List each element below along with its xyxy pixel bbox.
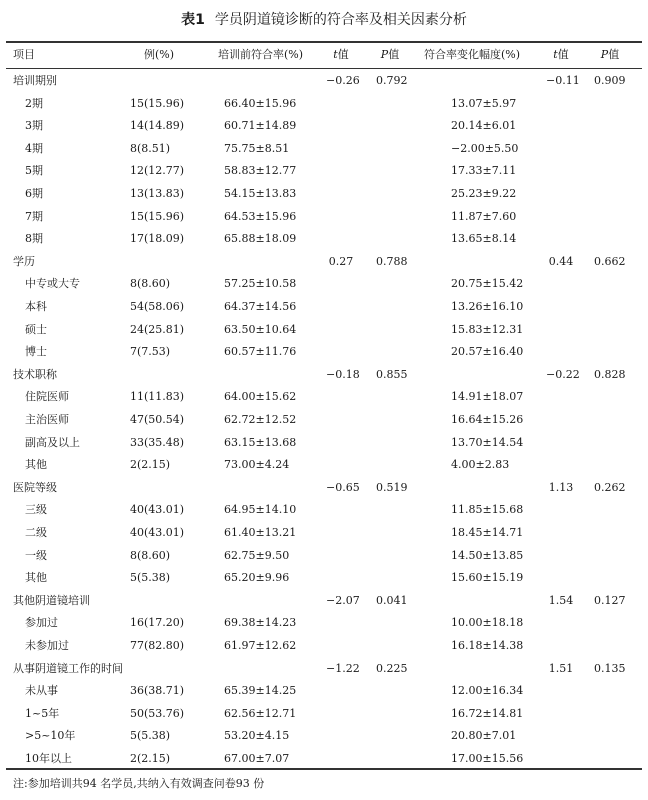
p-value-1: 0.041 (376, 593, 408, 607)
pre-rate-cell: 60.57±11.76 (224, 345, 297, 359)
pre-rate-cell: 62.75±9.50 (224, 548, 290, 562)
header-t-value-1 (326, 42, 356, 68)
header-p1-suffix: 值 (388, 48, 400, 61)
row-label: 7期 (25, 209, 43, 223)
count-cell: 5(5.38) (130, 729, 171, 743)
t-value-2: 0.44 (548, 254, 574, 268)
count-cell: 8(8.60) (130, 548, 171, 562)
header-t1-symbol: t (333, 48, 338, 61)
t-value-1: −2.07 (326, 593, 360, 607)
p-value-2: 0.127 (594, 593, 626, 607)
change-cell: 14.91±18.07 (451, 390, 524, 404)
row-label: 5期 (25, 164, 43, 178)
table-row (0, 703, 648, 725)
row-label: 三级 (25, 503, 47, 517)
row-label: 副高及以上 (25, 435, 80, 449)
group-label: 医院等级 (13, 480, 57, 494)
row-label: 博士 (25, 345, 47, 359)
pre-rate-cell: 63.15±13.68 (224, 435, 297, 449)
change-cell: 12.00±16.34 (451, 684, 524, 698)
change-cell: 4.00±2.83 (451, 458, 510, 472)
pre-rate-cell: 61.97±12.62 (224, 639, 297, 652)
pre-rate-cell: 57.25±10.58 (224, 277, 297, 291)
count-cell: 12(12.77) (130, 164, 185, 178)
count-cell: 8(8.60) (130, 277, 171, 291)
row-label: 未从事 (25, 684, 58, 698)
row-label: >5~10年 (25, 729, 76, 743)
change-cell: 11.85±15.68 (451, 503, 524, 517)
row-label: 4期 (25, 141, 43, 155)
pre-rate-cell: 61.40±13.21 (224, 526, 297, 539)
pre-rate-cell: 64.00±15.62 (224, 390, 297, 404)
count-cell: 11(11.83) (130, 390, 185, 404)
row-label: 硕士 (25, 322, 47, 336)
table-row (0, 138, 648, 160)
header-pre-rate: 培训前符合率(%) (218, 48, 304, 61)
row-label: 主治医师 (25, 413, 69, 426)
p-value-1: 0.519 (376, 480, 408, 494)
row-label: 3期 (25, 119, 43, 133)
p-value-2: 0.909 (594, 74, 626, 87)
count-cell: 40(43.01) (130, 503, 185, 517)
row-label: 1~5年 (25, 706, 60, 720)
table-row (0, 635, 648, 657)
group-row (0, 477, 648, 499)
change-cell: 17.00±15.56 (451, 752, 524, 765)
table-row (0, 545, 648, 567)
count-cell: 24(25.81) (130, 322, 185, 336)
table-row (0, 499, 648, 521)
table-row (0, 454, 648, 476)
count-cell: 2(2.15) (130, 752, 171, 765)
count-cell: 47(50.54) (130, 413, 185, 426)
count-cell: 54(58.06) (130, 300, 185, 313)
count-cell: 50(53.76) (130, 706, 185, 720)
change-cell: 13.07±5.97 (451, 96, 517, 110)
change-cell: 20.75±15.42 (451, 277, 524, 291)
t-value-2: −0.22 (546, 367, 580, 381)
pre-rate-cell: 66.40±15.96 (224, 96, 297, 110)
change-cell: 14.50±13.85 (451, 548, 524, 562)
count-cell: 33(35.48) (130, 435, 185, 449)
group-label: 从事阴道镜工作的时间 (13, 661, 123, 675)
pre-rate-cell: 60.71±14.89 (224, 119, 297, 133)
bottom-rule (6, 768, 642, 770)
table-row (0, 160, 648, 182)
t-value-1: 0.27 (328, 254, 354, 268)
p-value-1: 0.225 (376, 661, 408, 675)
row-label: 10年以上 (25, 752, 72, 765)
change-cell: 16.72±14.81 (451, 706, 524, 720)
table-row (0, 115, 648, 137)
count-cell: 5(5.38) (130, 571, 171, 585)
change-cell: 13.65±8.14 (451, 232, 517, 246)
t-value-2: −0.11 (546, 74, 580, 87)
header-p-value-2 (596, 42, 624, 68)
pre-rate-cell: 54.15±13.83 (224, 187, 297, 200)
table-row (0, 522, 648, 544)
table-row (0, 386, 648, 408)
p-value-1: 0.792 (376, 74, 408, 87)
table-row (0, 432, 648, 454)
header-count: 例(%) (144, 48, 175, 61)
t-value-2: 1.54 (548, 593, 574, 607)
pre-rate-cell: 53.20±4.15 (224, 729, 290, 743)
table-row (0, 296, 648, 318)
change-cell: 16.18±14.38 (451, 639, 524, 652)
pre-rate-cell: 69.38±14.23 (224, 616, 297, 630)
header-change: 符合率变化幅度(%) (424, 48, 521, 61)
header-rule (6, 68, 642, 69)
count-cell: 16(17.20) (130, 616, 185, 630)
pre-rate-cell: 65.39±14.25 (224, 684, 297, 698)
change-cell: 10.00±18.18 (451, 616, 524, 630)
header-item: 项目 (13, 48, 35, 61)
table-row (0, 341, 648, 363)
count-cell: 2(2.15) (130, 458, 171, 472)
group-row (0, 251, 648, 273)
t-value-1: −0.26 (326, 74, 360, 87)
t-value-1: −1.22 (326, 661, 360, 675)
count-cell: 40(43.01) (130, 526, 185, 539)
count-cell: 13(13.83) (130, 187, 185, 200)
table-row (0, 228, 648, 250)
table-row (0, 612, 648, 634)
pre-rate-cell: 64.95±14.10 (224, 503, 297, 517)
table-row (0, 748, 648, 770)
header-p2-suffix: 值 (608, 48, 620, 61)
count-cell: 77(82.80) (130, 639, 185, 652)
change-cell: 11.87±7.60 (451, 209, 517, 223)
table-header (0, 42, 648, 68)
change-cell: 25.23±9.22 (451, 187, 517, 200)
group-label: 培训期别 (13, 74, 57, 87)
pre-rate-cell: 73.00±4.24 (224, 458, 290, 472)
row-label: 6期 (25, 187, 43, 200)
table-title (0, 10, 648, 30)
p-value-2: 0.828 (594, 367, 626, 381)
p-value-2: 0.135 (594, 661, 626, 675)
group-row (0, 70, 648, 92)
row-label: 本科 (25, 300, 47, 313)
change-cell: 20.14±6.01 (451, 119, 517, 133)
pre-rate-cell: 63.50±10.64 (224, 322, 297, 336)
change-cell: 18.45±14.71 (451, 526, 524, 539)
row-label: 2期 (25, 96, 43, 110)
pre-rate-cell: 62.56±12.71 (224, 706, 297, 720)
change-cell: 17.33±7.11 (451, 164, 517, 178)
change-cell: 15.83±12.31 (451, 322, 524, 336)
group-row (0, 364, 648, 386)
row-label: 8期 (25, 232, 43, 246)
table-row (0, 319, 648, 341)
table-row (0, 183, 648, 205)
count-cell: 14(14.89) (130, 119, 185, 133)
row-label: 中专或大专 (25, 277, 80, 291)
change-cell: 20.80±7.01 (451, 729, 517, 743)
change-cell: 20.57±16.40 (451, 345, 524, 359)
group-label: 其他阴道镜培训 (13, 593, 90, 607)
row-label: 住院医师 (25, 390, 69, 404)
table-row (0, 725, 648, 747)
table-title-text: 学员阴道镜诊断的符合率及相关因素分析 (214, 12, 467, 28)
pre-rate-cell: 67.00±7.07 (224, 752, 290, 765)
count-cell: 36(38.71) (130, 684, 185, 698)
table-row (0, 567, 648, 589)
row-label: 其他 (25, 458, 47, 472)
row-label: 一级 (25, 548, 47, 562)
change-cell: 13.70±14.54 (451, 435, 524, 449)
p-value-2: 0.262 (594, 480, 626, 494)
row-label: 二级 (25, 526, 47, 539)
change-cell: −2.00±5.50 (451, 141, 519, 155)
row-label: 未参加过 (25, 639, 69, 652)
pre-rate-cell: 58.83±12.77 (224, 164, 297, 178)
header-t1-suffix: 值 (337, 48, 349, 61)
group-row (0, 590, 648, 612)
group-label: 技术职称 (13, 367, 57, 381)
header-t-value-2 (546, 42, 576, 68)
t-value-2: 1.51 (548, 661, 574, 675)
pre-rate-cell: 75.75±8.51 (224, 141, 290, 155)
t-value-1: −0.18 (326, 367, 360, 381)
t-value-2: 1.13 (548, 480, 574, 494)
table-note: 注:参加培训共94 名学员,共纳入有效调查问卷93 份 (13, 777, 265, 790)
pre-rate-cell: 65.88±18.09 (224, 232, 297, 246)
group-row (0, 658, 648, 680)
count-cell: 8(8.51) (130, 141, 171, 155)
header-t2-suffix: 值 (557, 48, 569, 61)
table-row (0, 680, 648, 702)
pre-rate-cell: 62.72±12.52 (224, 413, 297, 426)
pre-rate-cell: 64.53±15.96 (224, 209, 297, 223)
table-row (0, 273, 648, 295)
table-row (0, 409, 648, 431)
table-number: 表1 (181, 12, 205, 28)
header-p2-symbol: P (600, 48, 609, 61)
header-t2-symbol: t (553, 48, 558, 61)
t-value-1: −0.65 (326, 480, 360, 494)
change-cell: 15.60±15.19 (451, 571, 524, 585)
change-cell: 16.64±15.26 (451, 413, 524, 426)
row-label: 参加过 (25, 616, 58, 630)
p-value-1: 0.788 (376, 254, 408, 268)
change-cell: 13.26±16.10 (451, 300, 524, 313)
row-label: 其他 (25, 571, 47, 585)
count-cell: 15(15.96) (130, 96, 185, 110)
pre-rate-cell: 64.37±14.56 (224, 300, 297, 313)
count-cell: 7(7.53) (130, 345, 171, 359)
table-row (0, 93, 648, 115)
p-value-1: 0.855 (376, 367, 408, 381)
table-row (0, 206, 648, 228)
header-p-value-1 (376, 42, 404, 68)
pre-rate-cell: 65.20±9.96 (224, 571, 290, 585)
header-p1-symbol: P (380, 48, 389, 61)
count-cell: 17(18.09) (130, 232, 185, 246)
p-value-2: 0.662 (594, 254, 626, 268)
group-label: 学历 (13, 254, 35, 268)
count-cell: 15(15.96) (130, 209, 185, 223)
